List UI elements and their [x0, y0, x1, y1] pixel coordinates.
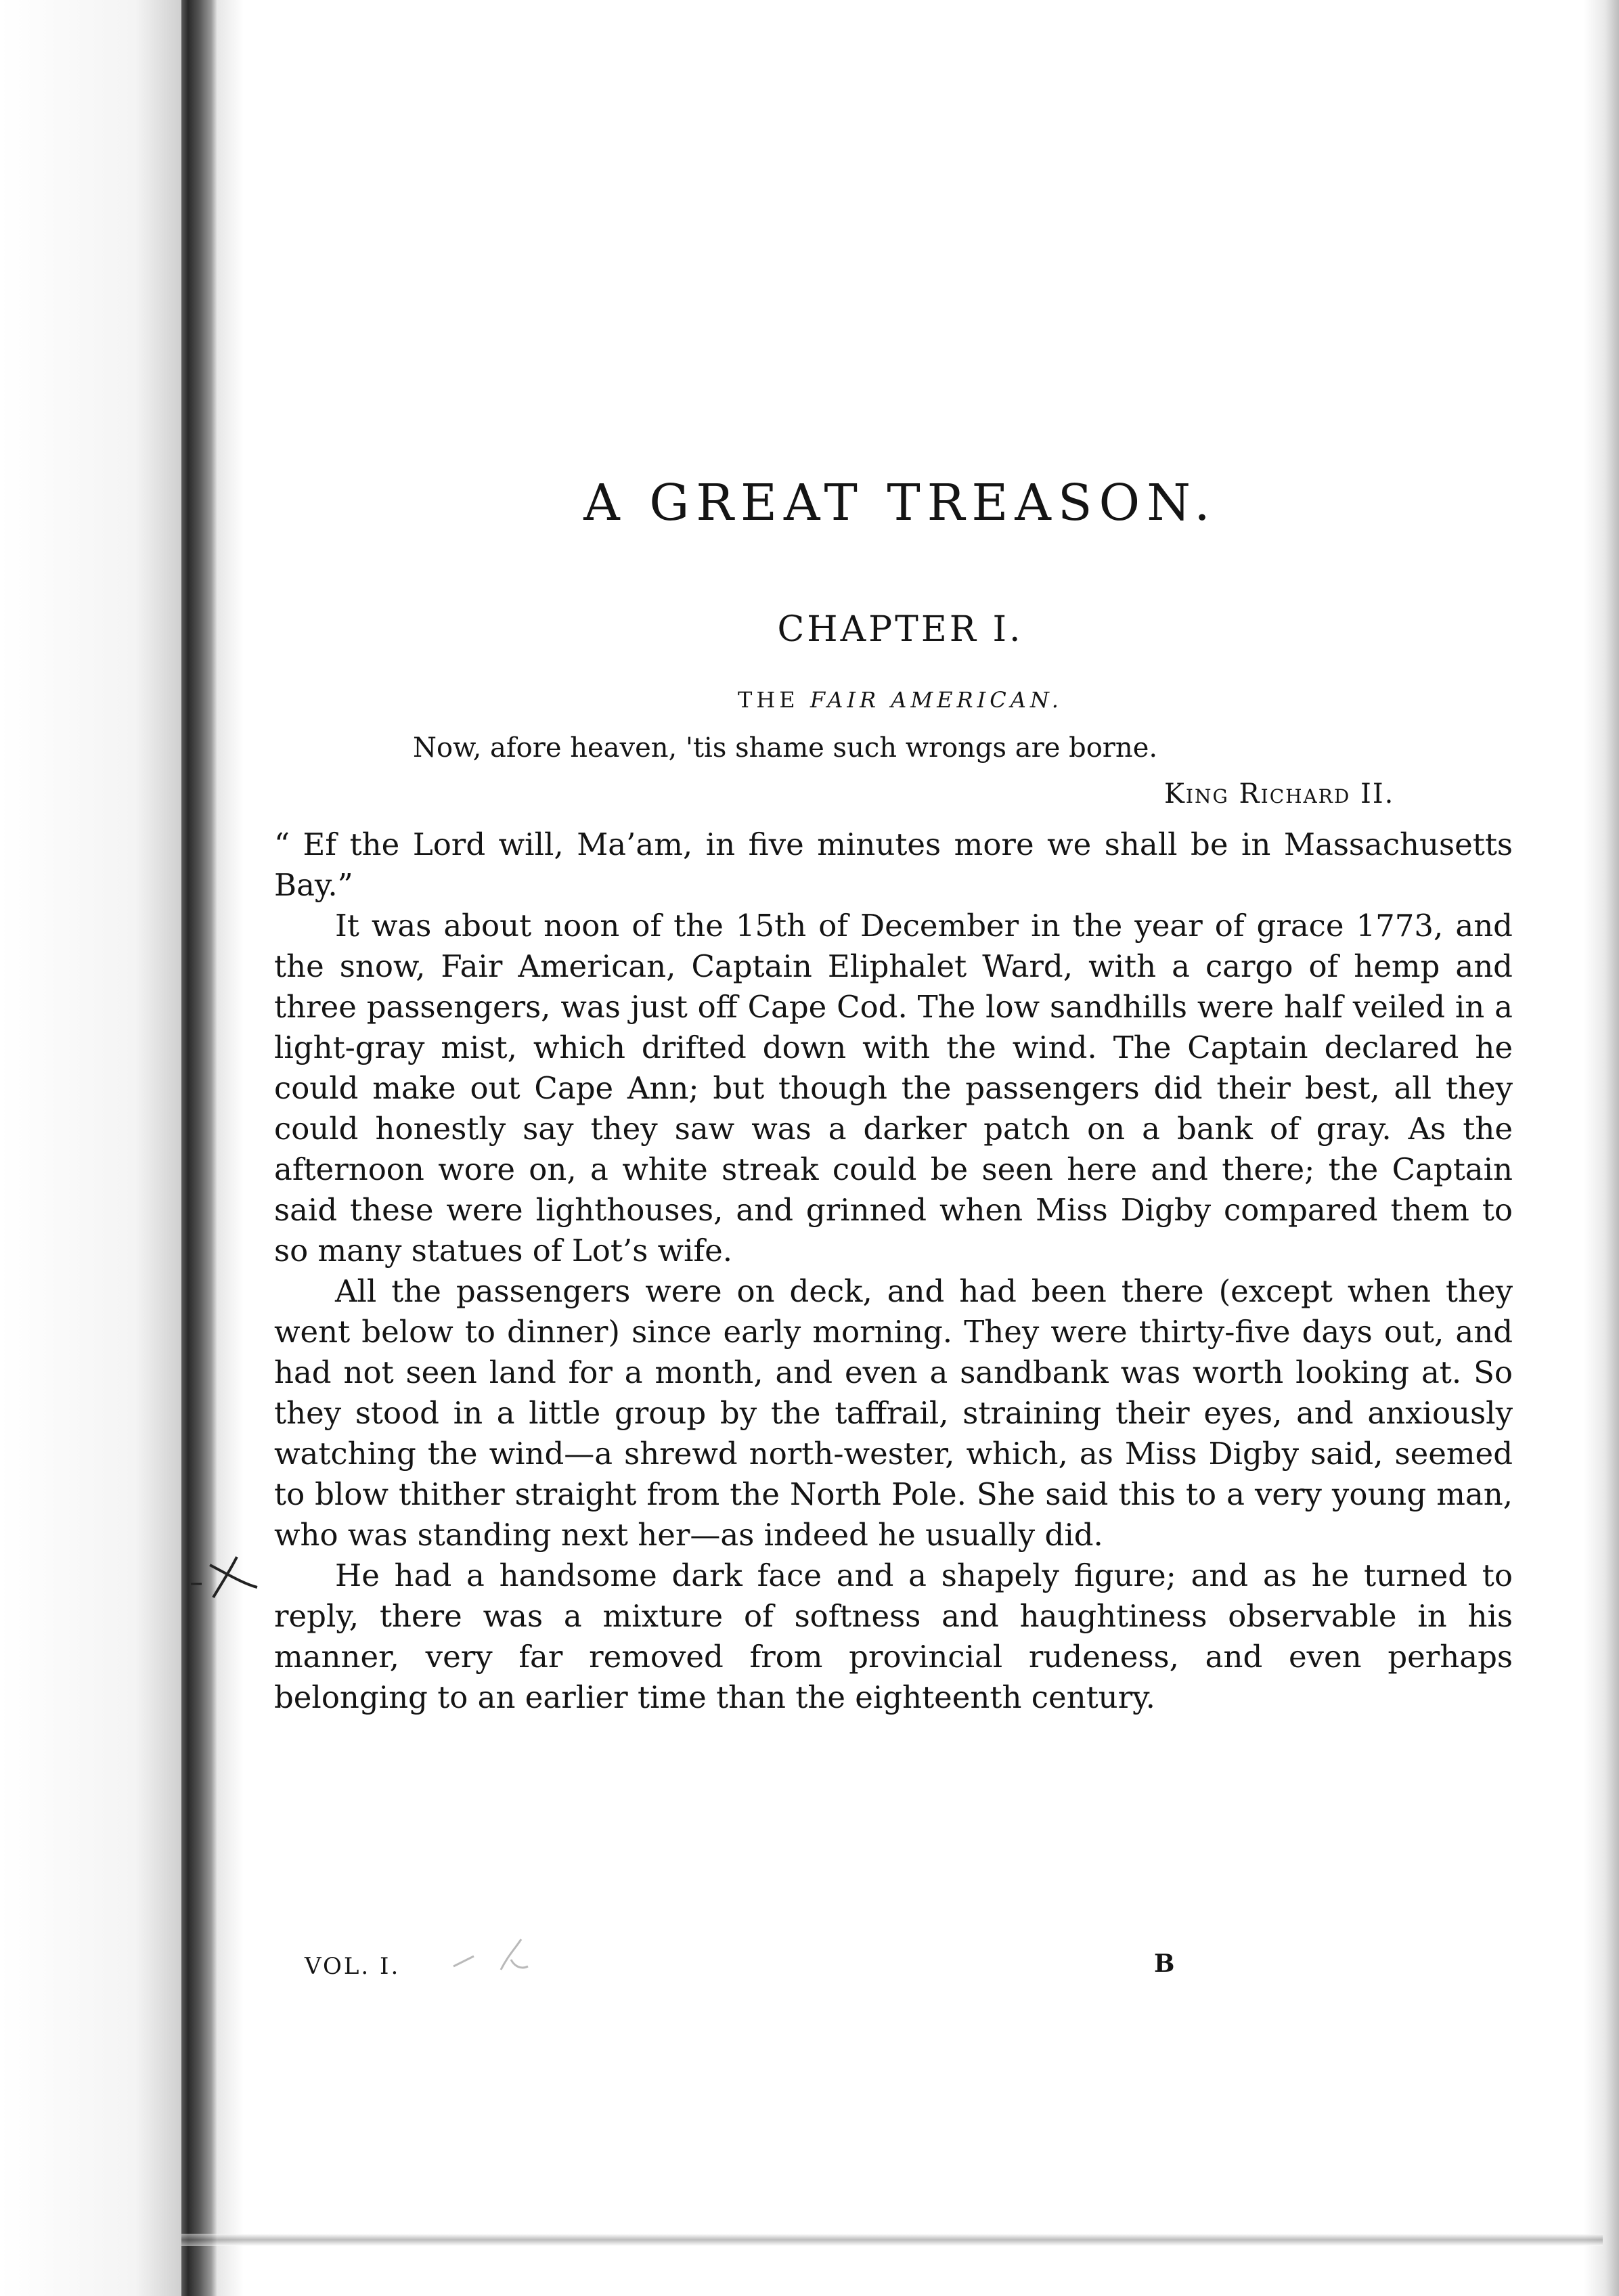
left-facing-page-edge [0, 0, 181, 2296]
right-page-edge [1584, 0, 1619, 2296]
paragraph: It was about noon of the 15th of December in the year of grace 1773, and the snow, Fair American, Captain Eliphalet Ward, with a cargo of hemp and three passengers, was just off Cape Cod. The low sandhills were half veiled in a light-gray mist, which drifted down with the wind. The Captain declared he could make out Cape Ann; but though the passengers did their best, all they could honestly say they saw was a darker patch on a bank of gray. As the afternoon wore on, a white streak could be seen here and there; the Captain said these were lighthouses, and grinned when Miss Digby compared them to so many statues of Lot’s wife. [274, 908, 1513, 1268]
paragraph: “ Ef the Lord will, Ma’am, in five minutes more we shall be in Massachusetts Bay.” [274, 826, 1513, 903]
epigraph-source: King Richard II. [1164, 778, 1395, 810]
paragraph: All the passengers were on deck, and had been there (except when they went below to dinner) since early morning. They were thirty-five days out, and had not seen land for a month, and even a sandbank was worth looking at. So they stood in a little group by the taffrail, straining their eyes, and anxiously watching the wind—a shrewd north-wester, which, as Miss Digby said, seemed to blow thither straight from the North Pole. She said this to a very young man, who was standing next her—as indeed he usually did. [274, 1273, 1513, 1553]
epigraph-quote: Now, afore heaven, 'tis shame such wrongs are borne. [413, 732, 1158, 764]
chapter-subtitle [244, 687, 1557, 713]
printed-page [244, 0, 1584, 2296]
gutter-fade [217, 0, 244, 2296]
epigraph [413, 732, 1496, 810]
book-title: A GREAT TREASON. [583, 474, 1217, 532]
signature-mark: B [1154, 1949, 1175, 1978]
chapter-subtitle-prefix: THE [738, 687, 799, 713]
chapter-heading: CHAPTER I. [777, 609, 1023, 650]
chapter-subtitle-italic: FAIR AMERICAN. [810, 687, 1063, 713]
book-spine-shadow [181, 0, 217, 2296]
volume-footer: VOL. I. [305, 1953, 401, 1980]
body-text [274, 824, 1513, 1718]
paragraph: He had a handsome dark face and a shapely figure; and as he turned to reply, there was a mixture of softness and haughtiness observable in his manner, very far removed from provincial rudeness, and even perhaps belonging to an earlier time than the eighteenth century. [274, 1558, 1513, 1715]
